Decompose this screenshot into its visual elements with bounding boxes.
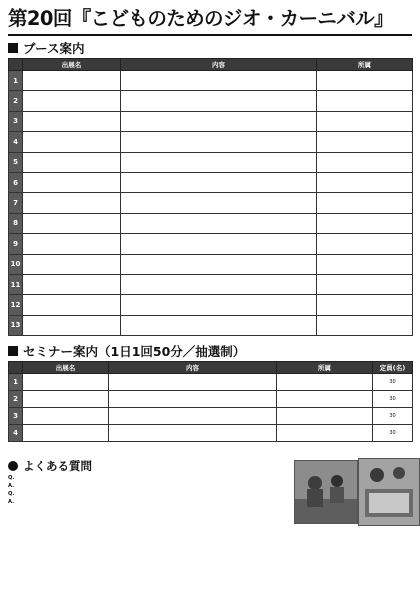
- title-rule: [8, 34, 412, 36]
- booth-exhibit-name: [23, 91, 121, 111]
- faq-title: よくある質問: [23, 458, 92, 473]
- faq-item-text: [18, 483, 288, 490]
- seminar-name: [23, 408, 109, 425]
- booth-exhibit-content: [121, 254, 317, 274]
- booth-row-number: 7: [9, 193, 23, 213]
- booth-row-number: 4: [9, 132, 23, 152]
- booth-exhibit-content: [121, 213, 317, 233]
- seminar-capacity: 30: [373, 391, 413, 408]
- seminar-row-number: 1: [9, 374, 23, 391]
- seminar-content: [109, 425, 277, 442]
- seminar-header-content: 内容: [109, 362, 277, 374]
- booth-exhibit-org: [317, 274, 413, 294]
- booth-row-number: 6: [9, 172, 23, 192]
- booth-exhibit-org: [317, 91, 413, 111]
- square-bullet-icon: [8, 43, 18, 53]
- seminar-capacity: 30: [373, 425, 413, 442]
- booth-header-num: [9, 59, 23, 71]
- booth-exhibit-name: [23, 152, 121, 172]
- faq-header: [8, 458, 288, 473]
- event-photo-2: [358, 458, 420, 526]
- faq-item: [8, 499, 288, 506]
- faq-item-label: Q.: [8, 491, 15, 498]
- booth-row-number: 3: [9, 111, 23, 131]
- booth-exhibit-org: [317, 71, 413, 91]
- seminar-name: [23, 391, 109, 408]
- booth-row-number: 5: [9, 152, 23, 172]
- square-bullet-icon: [8, 346, 18, 356]
- faq-item: [8, 483, 288, 490]
- faq-text-area: [8, 458, 288, 528]
- faq-item-label: A.: [8, 499, 15, 506]
- circle-bullet-icon: [8, 461, 18, 471]
- seminar-content: [109, 374, 277, 391]
- booth-row: [9, 254, 413, 274]
- faq-item-label: A.: [8, 483, 15, 490]
- booth-exhibit-content: [121, 132, 317, 152]
- booth-exhibit-org: [317, 234, 413, 254]
- booth-section-title: ブース案内: [23, 40, 85, 56]
- seminar-org: [277, 425, 373, 442]
- booth-exhibit-name: [23, 132, 121, 152]
- booth-row: [9, 274, 413, 294]
- booth-exhibit-org: [317, 315, 413, 335]
- seminar-row-number: 2: [9, 391, 23, 408]
- booth-row: [9, 234, 413, 254]
- booth-exhibit-name: [23, 315, 121, 335]
- seminar-row: [9, 374, 413, 391]
- seminar-header-capacity: 定員(名): [373, 362, 413, 374]
- booth-exhibit-content: [121, 274, 317, 294]
- booth-row-number: 11: [9, 274, 23, 294]
- seminar-row-number: 4: [9, 425, 23, 442]
- booth-row: [9, 111, 413, 131]
- seminar-row-number: 3: [9, 408, 23, 425]
- booth-exhibit-name: [23, 234, 121, 254]
- faq-item-label: Q.: [8, 475, 15, 482]
- seminar-section-title: セミナー案内（1日1回50分／抽選制）: [23, 343, 246, 359]
- seminar-content: [109, 408, 277, 425]
- booth-exhibit-name: [23, 71, 121, 91]
- seminar-capacity: 30: [373, 408, 413, 425]
- faq-photos: [294, 458, 412, 528]
- booth-exhibit-name: [23, 274, 121, 294]
- booth-row: [9, 193, 413, 213]
- seminar-name: [23, 374, 109, 391]
- booth-exhibit-content: [121, 193, 317, 213]
- booth-exhibit-name: [23, 254, 121, 274]
- booth-exhibit-org: [317, 132, 413, 152]
- booth-exhibit-content: [121, 234, 317, 254]
- faq-item-text: [18, 491, 288, 498]
- booth-exhibit-content: [121, 91, 317, 111]
- booth-row-number: 13: [9, 315, 23, 335]
- faq-section: [8, 458, 412, 528]
- booth-row: [9, 172, 413, 192]
- booth-row-number: 9: [9, 234, 23, 254]
- booth-section-header: [8, 39, 412, 56]
- seminar-section-header: [8, 342, 412, 359]
- seminar-footnote: [8, 443, 412, 452]
- seminar-row: [9, 391, 413, 408]
- faq-item-text: [18, 475, 288, 482]
- booth-exhibit-content: [121, 71, 317, 91]
- seminar-capacity: 30: [373, 374, 413, 391]
- faq-item-text: [18, 499, 288, 506]
- booth-row: [9, 213, 413, 233]
- seminar-row: [9, 425, 413, 442]
- faq-item: [8, 475, 288, 482]
- booth-exhibit-content: [121, 152, 317, 172]
- seminar-org: [277, 391, 373, 408]
- event-photo-1: [294, 460, 358, 524]
- booth-row: [9, 152, 413, 172]
- booth-exhibit-name: [23, 172, 121, 192]
- seminar-header-num: [9, 362, 23, 374]
- booth-row-number: 2: [9, 91, 23, 111]
- booth-exhibit-org: [317, 254, 413, 274]
- booth-exhibit-name: [23, 111, 121, 131]
- booth-exhibit-org: [317, 172, 413, 192]
- faq-item: [8, 491, 288, 498]
- seminar-header-name: 出展名: [23, 362, 109, 374]
- seminar-row: [9, 408, 413, 425]
- booth-exhibit-content: [121, 172, 317, 192]
- booth-row: [9, 132, 413, 152]
- booth-header-content: 内容: [121, 59, 317, 71]
- booth-row-number: 10: [9, 254, 23, 274]
- booth-row: [9, 295, 413, 315]
- seminar-name: [23, 425, 109, 442]
- booth-exhibit-name: [23, 213, 121, 233]
- booth-exhibit-org: [317, 295, 413, 315]
- booth-exhibit-org: [317, 111, 413, 131]
- booth-exhibit-content: [121, 315, 317, 335]
- seminar-org: [277, 374, 373, 391]
- seminar-org: [277, 408, 373, 425]
- booth-exhibit-name: [23, 295, 121, 315]
- booth-row: [9, 315, 413, 335]
- seminar-table: [8, 361, 413, 442]
- seminar-content: [109, 391, 277, 408]
- booth-exhibit-content: [121, 295, 317, 315]
- booth-header-org: 所属: [317, 59, 413, 71]
- seminar-header-org: 所属: [277, 362, 373, 374]
- booth-row-number: 12: [9, 295, 23, 315]
- page-title: 第20回『こどものためのジオ・カーニバル』: [8, 7, 394, 30]
- booth-exhibit-org: [317, 152, 413, 172]
- booth-exhibit-content: [121, 111, 317, 131]
- booth-exhibit-org: [317, 213, 413, 233]
- booth-row: [9, 91, 413, 111]
- booth-row-number: 1: [9, 71, 23, 91]
- booth-row: [9, 71, 413, 91]
- booth-row-number: 8: [9, 213, 23, 233]
- booth-exhibit-org: [317, 193, 413, 213]
- booth-table: [8, 58, 413, 336]
- booth-exhibit-name: [23, 193, 121, 213]
- booth-header-name: 出展名: [23, 59, 121, 71]
